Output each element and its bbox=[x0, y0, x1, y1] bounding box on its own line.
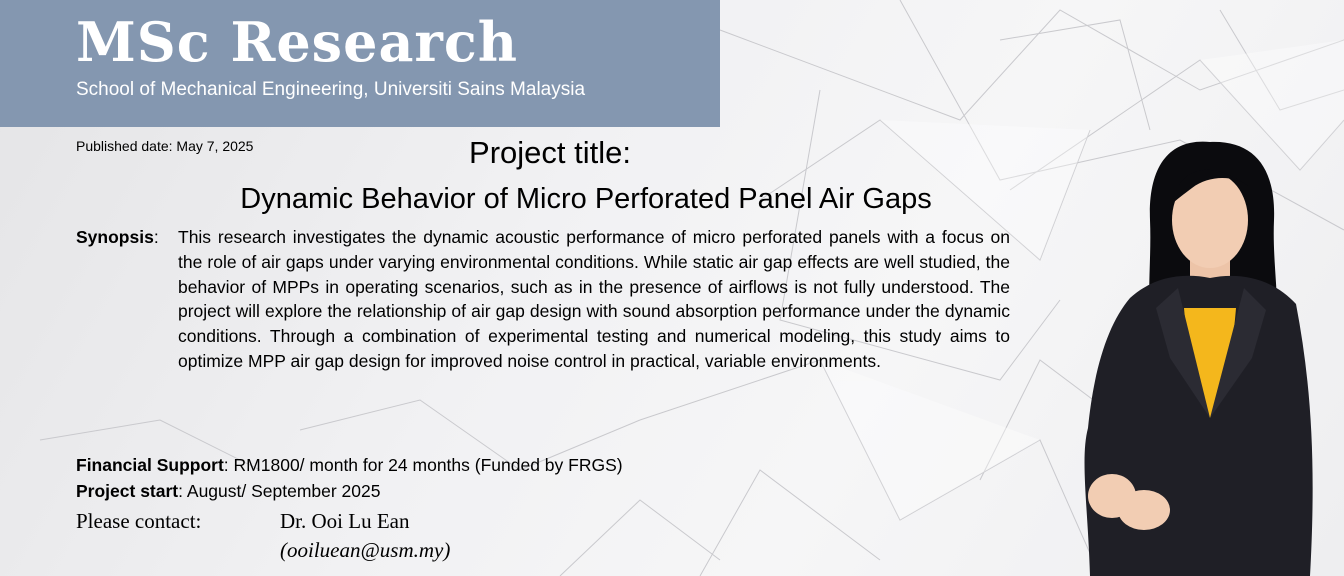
project-start: Project start: August/ September 2025 bbox=[76, 481, 381, 501]
financial-support-value: RM1800/ month for 24 months (Funded by FRGS) bbox=[233, 455, 623, 475]
project-start-label: Project start bbox=[76, 481, 179, 501]
supervisor-portrait bbox=[1060, 128, 1330, 576]
synopsis-text: This research investigates the dynamic acoustic performance of micro perforated panels with a focus on the role of air gaps under varying environmental conditions. While static air gap effects are well studied, the behavior of MPPs in operating scenarios, such as in the presence of airflows is not fully understood. The project will explore the relationship of air gap design with sound absorption performance under the dynamic conditions. Through a combination of experimental testing and numerical modeling, this study aims to optimize MPP air gap design for improved noise control in practical, variable environments. bbox=[178, 227, 1010, 371]
published-date-label: Published date: bbox=[76, 138, 173, 154]
project-heading: Project title: bbox=[469, 135, 631, 170]
published-date-value: May 7, 2025 bbox=[176, 138, 254, 154]
financial-support: Financial Support: RM1800/ month for 24 months (Funded by FRGS) bbox=[76, 455, 623, 475]
contact-name: Dr. Ooi Lu Ean bbox=[280, 509, 410, 533]
synopsis-block bbox=[76, 225, 1010, 374]
project-title: Dynamic Behavior of Micro Perforated Panel Air Gaps bbox=[240, 183, 932, 215]
project-start-value: August/ September 2025 bbox=[186, 481, 381, 501]
contact-email: (ooiluean@usm.my) bbox=[280, 538, 451, 562]
synopsis-label: Synopsis: bbox=[76, 227, 159, 247]
banner-subtitle: School of Mechanical Engineering, Universiti Sains Malaysia bbox=[76, 79, 586, 100]
header-banner bbox=[0, 0, 720, 127]
banner-title: MSc Research bbox=[76, 10, 519, 74]
contact-label: Please contact: bbox=[76, 509, 202, 533]
financial-support-label: Financial Support bbox=[76, 455, 224, 475]
